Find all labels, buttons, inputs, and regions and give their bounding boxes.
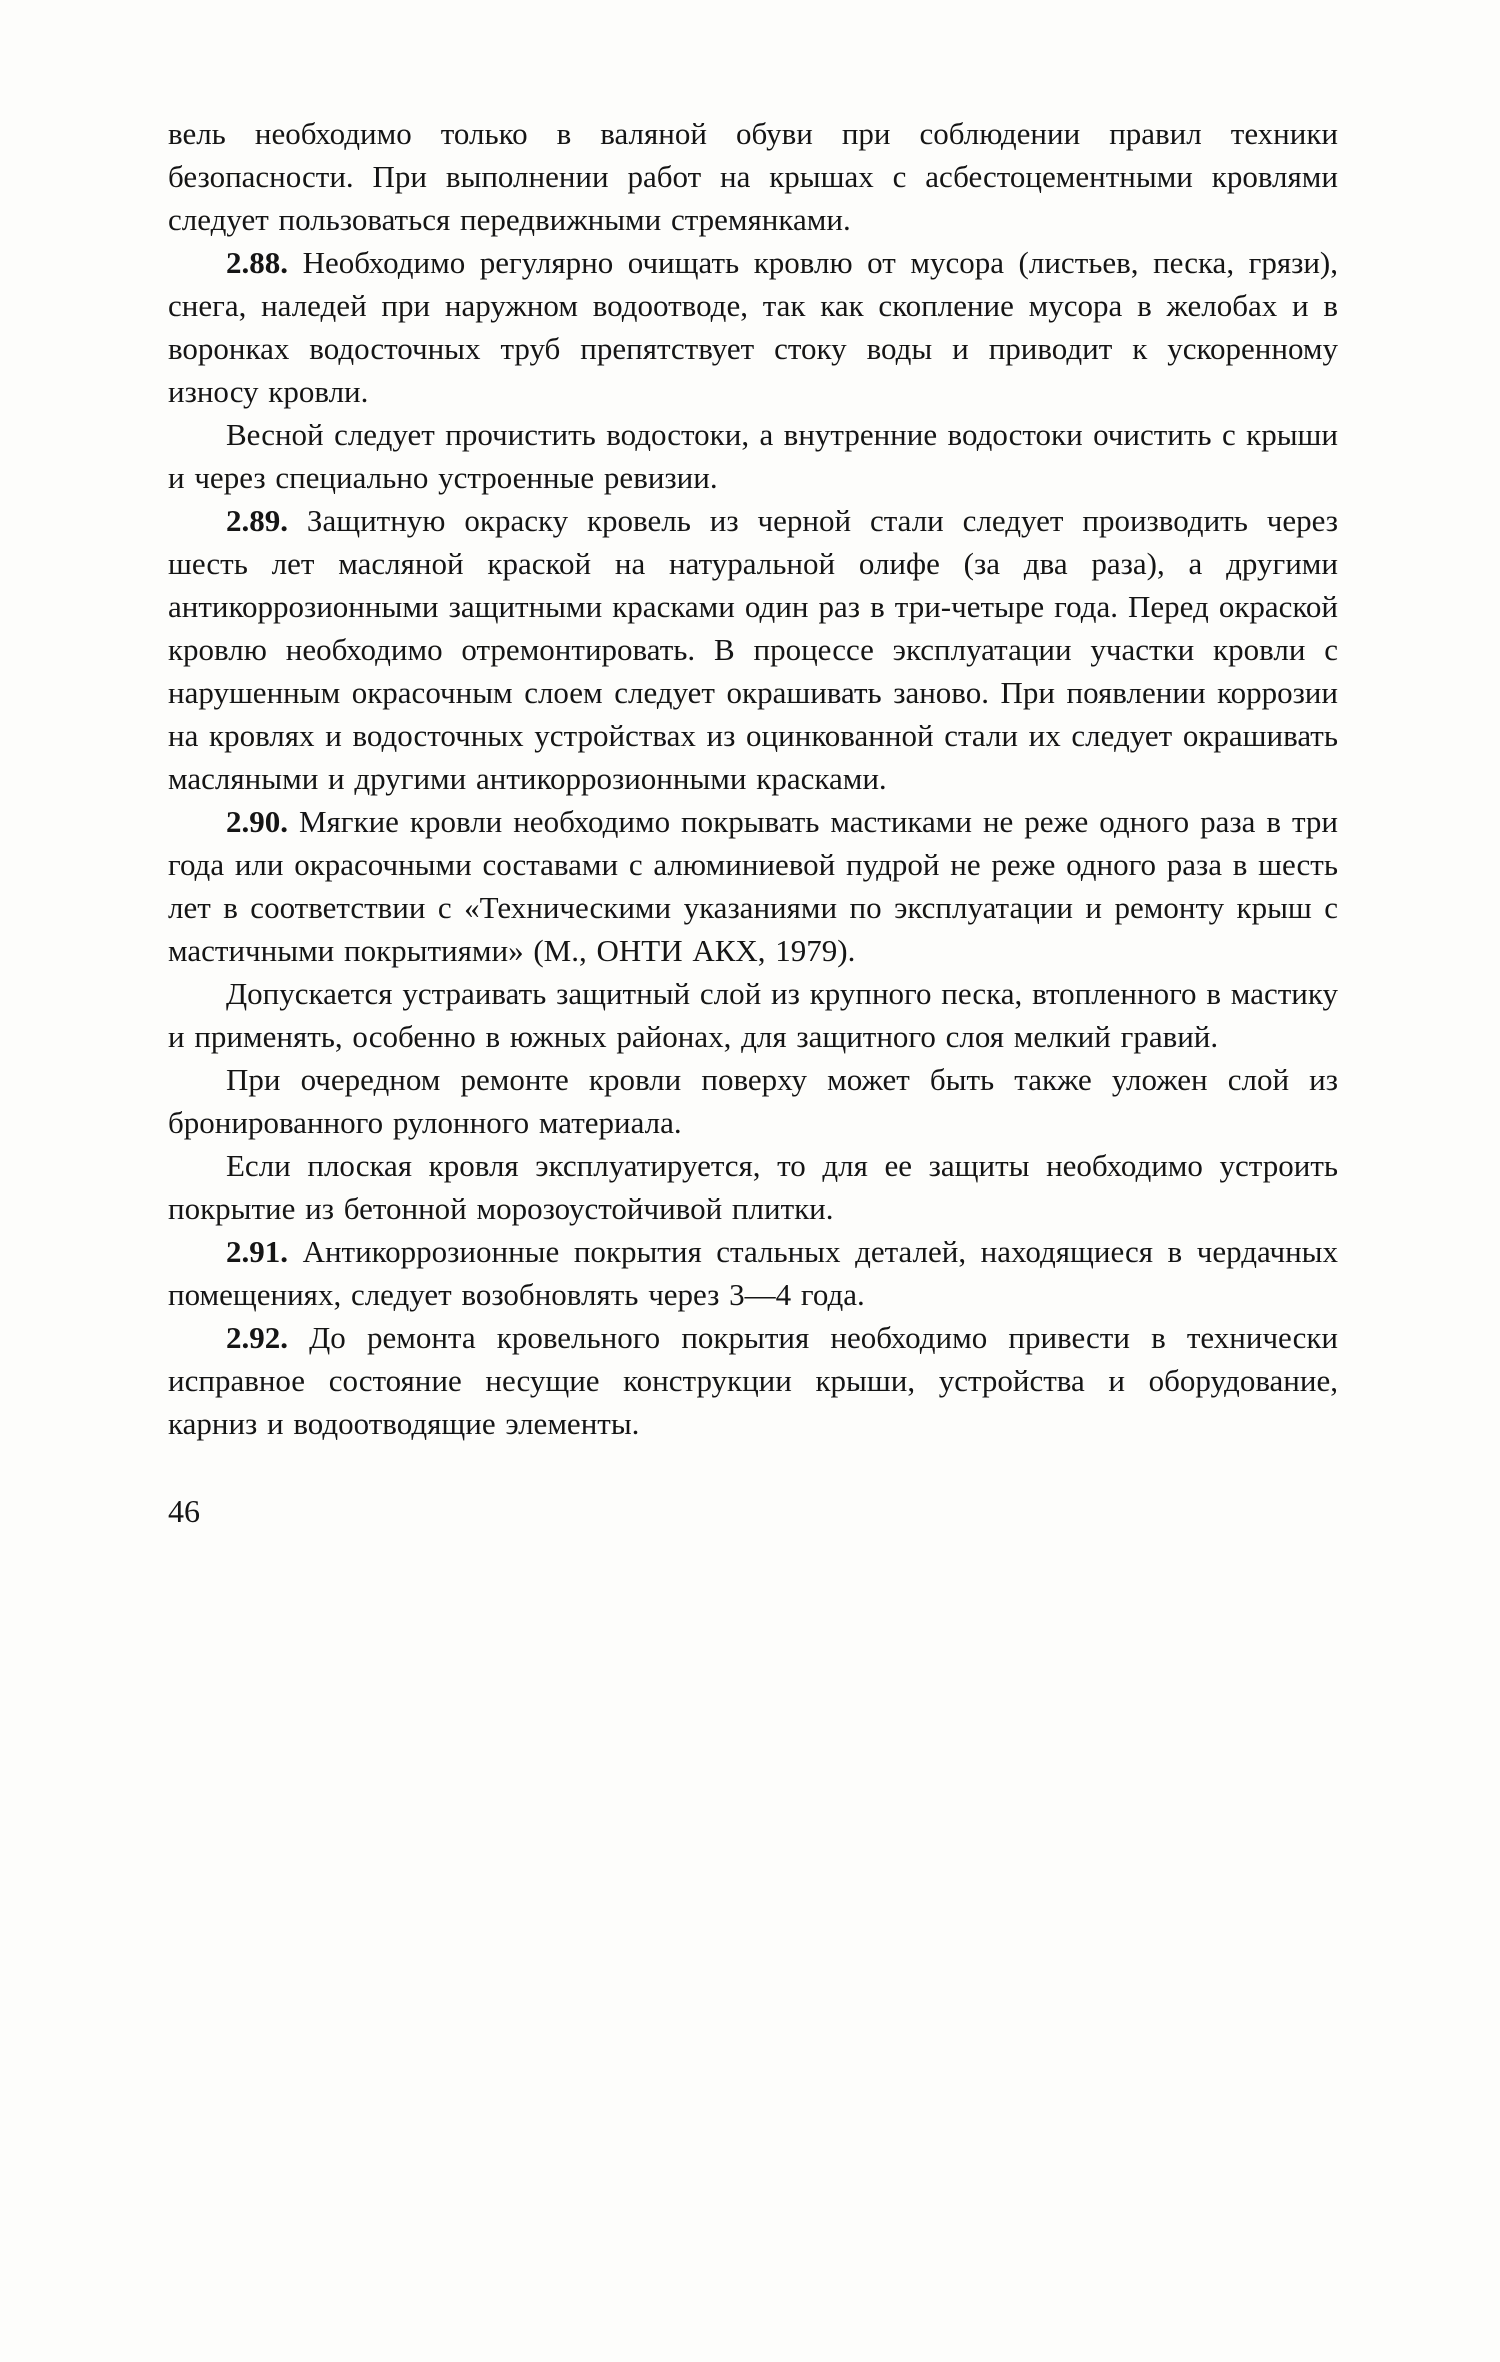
- section-number: 2.92.: [226, 1320, 288, 1355]
- paragraph-vesnoj: [168, 413, 1338, 499]
- paragraph-esli: [168, 1144, 1338, 1230]
- section-number: 2.89.: [226, 503, 288, 538]
- paragraph-dopuskaetsya: [168, 972, 1338, 1058]
- paragraph-2-90: [168, 800, 1338, 972]
- paragraph-text: Если плоская кровля эксплуатируется, то для ее защиты необходимо устроить покрытие из бетонной морозоустойчивой плитки.: [168, 1148, 1338, 1226]
- paragraph-text: При очередном ремонте кровли поверху может быть также уложен слой из бронированного рулонного материала.: [168, 1062, 1338, 1140]
- body-text: [168, 112, 1338, 1445]
- paragraph-continuation: [168, 112, 1338, 241]
- paragraph-2-91: [168, 1230, 1338, 1316]
- paragraph-text: Мягкие кровли необходимо покрывать мастиками не реже одного раза в три года или окрасочными составами с алюминиевой пудрой не реже одного раза в шесть лет в соответствии с «Техническими указаниями по эксплуатации и ремонту крыш с мастичными покрытиями» (М., ОНТИ АКХ, 1979).: [168, 804, 1339, 968]
- paragraph-text: Весной следует прочистить водостоки, а внутренние водостоки очистить с крыши и через специально устроенные ревизии.: [168, 417, 1338, 495]
- paragraph-2-88: [168, 241, 1338, 413]
- paragraph-text: Допускается устраивать защитный слой из крупного песка, втопленного в мастику и применять, особенно в южных районах, для защитного слоя мелкий гравий.: [168, 976, 1338, 1054]
- section-number: 2.91.: [226, 1234, 288, 1269]
- paragraph-pri-ocherednom: [168, 1058, 1338, 1144]
- page-number: 46: [168, 1493, 200, 1529]
- paragraph-2-89: [168, 499, 1338, 800]
- section-number: 2.88.: [226, 245, 288, 280]
- paragraph-text: Защитную окраску кровель из черной стали следует производить через шесть лет масляной краской на натуральной олифе (за два раза), а другими антикоррозионными защитными красками один раз в три-четыре года. Перед окраской кровлю необходимо отремонтировать. В процессе эксплуатации участки кровли с нарушенным окрасочным слоем следует окрашивать заново. При появлении коррозии на кровлях и водосточных устройствах из оцинкованной стали их следует окрашивать масляными и другими антикоррозионными красками.: [168, 503, 1339, 796]
- section-number: 2.90.: [226, 804, 288, 839]
- paragraph-text: Антикоррозионные покрытия стальных деталей, находящиеся в чердачных помещениях, следует возобновлять через 3—4 года.: [168, 1234, 1338, 1312]
- paragraph-2-92: [168, 1316, 1338, 1445]
- paragraph-text: До ремонта кровельного покрытия необходимо привести в технически исправное состояние несущие конструкции крыши, устройства и оборудование, карниз и водоотводящие элементы.: [168, 1320, 1338, 1441]
- paragraph-text: Необходимо регулярно очищать кровлю от мусора (листьев, песка, грязи), снега, наледей при наружном водоотводе, так как скопление мусора в желобах и в воронках водосточных труб препятствует стоку воды и приводит к ускоренному износу кровли.: [168, 245, 1339, 409]
- paragraph-text: вель необходимо только в валяной обуви при соблюдении правил техники безопасности. При выполнении работ на крышах с асбестоцементными кровлями следует пользоваться передвижными стремянками.: [168, 116, 1338, 237]
